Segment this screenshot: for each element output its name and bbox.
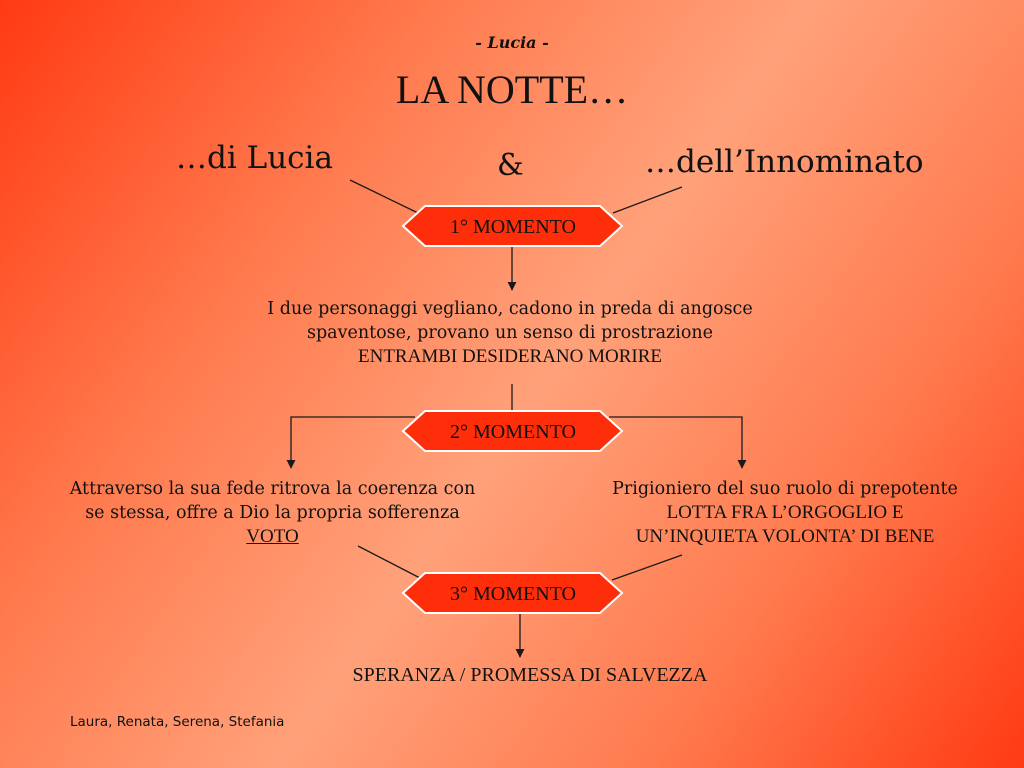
lucia-line2: se stessa, offre a Dio la propria sofferenza — [85, 503, 460, 523]
heading-lucia: …di Lucia — [176, 140, 333, 176]
innominato-line1: Prigioniero del suo ruolo di prepotente — [612, 479, 958, 499]
moment-box-1 — [403, 206, 622, 246]
moment1-description — [230, 297, 790, 369]
innominato-line2: LOTTA FRA L’ORGOGLIO E — [666, 502, 904, 523]
moment1-conclusion: ENTRAMBI DESIDERANO MORIRE — [358, 346, 662, 367]
connector-right-to-moment1 — [613, 187, 682, 213]
moment-label-2: 2° MOMENTO — [450, 421, 576, 443]
connector-right-to-moment3 — [612, 555, 682, 580]
page-title: LA NOTTE… — [395, 67, 629, 112]
heading-innominato: …dell’Innominato — [645, 144, 924, 180]
lucia-description — [40, 477, 505, 549]
moment-label-1: 1° MOMENTO — [450, 216, 576, 238]
ampersand: & — [497, 148, 524, 183]
moment-label-3: 3° MOMENTO — [450, 583, 576, 605]
moment1-line1: I due personaggi vegliano, cadono in preda di angosce — [267, 299, 753, 319]
innominato-line3: UN’INQUIETA VOLONTA’ DI BENE — [635, 526, 935, 547]
moment-box-3 — [403, 573, 622, 613]
connector-left-to-moment1 — [350, 180, 418, 213]
lucia-conclusion: VOTO — [246, 526, 299, 547]
connector-left-to-moment3 — [358, 546, 420, 578]
credits: Laura, Renata, Serena, Stefania — [70, 714, 285, 730]
final-outcome: SPERANZA / PROMESSA DI SALVEZZA — [352, 664, 708, 686]
subtitle: - Lucia - — [475, 33, 549, 52]
moment1-line2: spaventose, provano un senso di prostrazione — [306, 323, 713, 343]
arrow-moment2-right — [609, 417, 742, 468]
lucia-line1: Attraverso la sua fede ritrova la coerenza con — [69, 479, 476, 499]
innominato-description — [570, 477, 1000, 549]
arrow-moment2-left — [291, 417, 415, 468]
moment-box-2 — [403, 411, 622, 451]
